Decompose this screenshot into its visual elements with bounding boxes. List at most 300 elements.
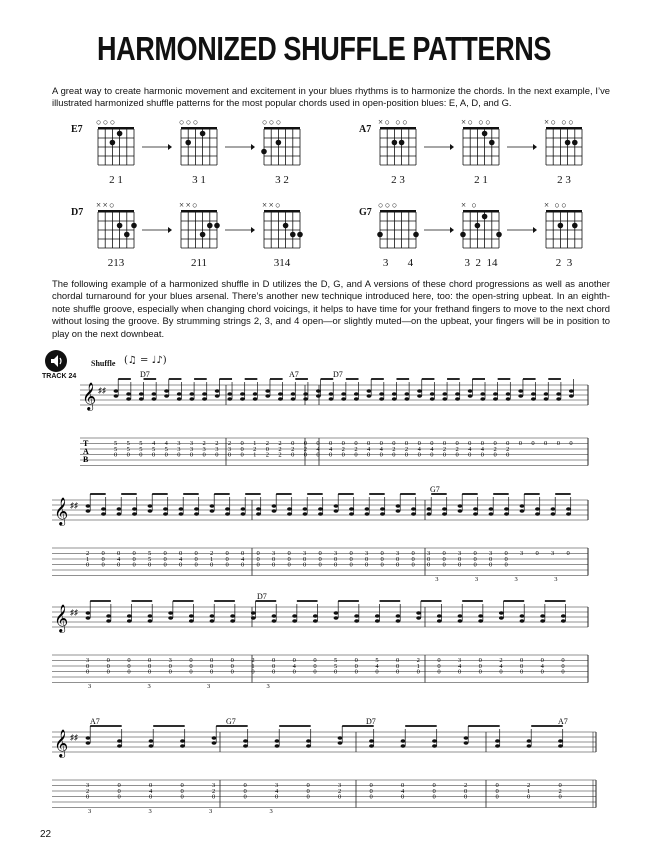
tab-number: 1 <box>251 663 255 670</box>
tab-number: 0 <box>163 561 167 569</box>
tab-number: 0 <box>495 793 499 801</box>
note-head <box>177 397 182 401</box>
finger-dot <box>572 140 578 146</box>
tab-number: 2 <box>341 446 345 453</box>
tab-number: 4 <box>275 788 279 795</box>
tab-number: 0 <box>202 451 206 459</box>
note-head <box>478 619 483 623</box>
note-head <box>493 392 498 396</box>
tab-number: 0 <box>256 556 260 563</box>
tab-number: 2 <box>86 788 90 795</box>
note-head <box>316 389 321 393</box>
finger-dot <box>110 140 116 146</box>
tab-number: 0 <box>117 782 121 789</box>
tab-number: 0 <box>558 782 562 789</box>
tab-bass-number: 3 <box>266 683 270 690</box>
tab-number: 0 <box>518 440 523 447</box>
tab-number: 0 <box>318 561 322 569</box>
finger-dot <box>475 223 481 229</box>
note-head <box>292 614 297 618</box>
tab-number: 0 <box>504 556 508 563</box>
note-head <box>527 744 532 748</box>
note-head <box>86 509 91 513</box>
note-head <box>334 509 339 513</box>
tab-number: 0 <box>114 451 118 459</box>
chord-name: A7 <box>359 124 372 135</box>
note-head <box>210 614 215 618</box>
tab-number: 3 <box>168 657 172 664</box>
tab-number: 3 <box>202 446 206 453</box>
tab-number: 1 <box>416 663 420 670</box>
tab-number: 2 <box>253 446 257 453</box>
note-head <box>442 392 447 396</box>
finger-dot <box>124 232 130 238</box>
tab-number: 4 <box>366 446 371 453</box>
tab-number: 0 <box>151 451 156 459</box>
tab-number: 0 <box>287 550 291 557</box>
string-markers: ×○ ○○ <box>544 117 576 127</box>
note-head <box>149 744 154 748</box>
note-head <box>531 392 536 396</box>
string-markers: × ○ <box>461 200 479 210</box>
note-head <box>194 507 199 511</box>
tab-number: 3 <box>272 550 276 557</box>
note-head <box>416 616 421 620</box>
tab-number: 0 <box>241 550 245 557</box>
tab-number: 2 <box>442 446 447 453</box>
tab-number: 0 <box>291 440 295 447</box>
note-head <box>354 614 359 618</box>
tab-number: 3 <box>427 550 431 557</box>
tab-number: 3 <box>520 550 524 557</box>
tab-number: 0 <box>401 782 405 789</box>
tab-number: 4 <box>458 663 462 670</box>
tab-number: 0 <box>86 668 90 676</box>
chord-diagram <box>459 116 503 174</box>
tab-number: 0 <box>180 782 184 789</box>
tab-number: 0 <box>430 440 434 447</box>
tab-number: 0 <box>540 657 544 664</box>
tab-number: 0 <box>432 782 436 789</box>
note-head <box>278 392 283 396</box>
tab-number: 0 <box>354 668 358 676</box>
note-head <box>540 619 545 623</box>
arrow-icon <box>225 142 255 152</box>
note-head <box>380 507 385 511</box>
tab-number: 0 <box>117 561 121 569</box>
note-head <box>164 389 169 393</box>
note-head <box>499 611 504 615</box>
tab-number: 0 <box>313 657 317 664</box>
tab-number: 0 <box>437 668 441 676</box>
tab-number: 0 <box>230 657 234 664</box>
tab-number: 0 <box>316 440 320 447</box>
note-head <box>106 619 111 623</box>
note-head <box>253 397 258 401</box>
tab-number: 0 <box>520 657 524 664</box>
note-head <box>531 397 536 401</box>
finger-dot <box>207 223 213 229</box>
tab-number: 0 <box>478 657 482 664</box>
note-head <box>504 507 509 511</box>
tab-number: 0 <box>149 782 153 789</box>
tab-number: 0 <box>225 556 229 563</box>
tab-number: 0 <box>380 556 384 563</box>
note-head <box>540 614 545 618</box>
note-head <box>194 512 199 516</box>
tab-number: 0 <box>480 440 485 447</box>
tab-number: 0 <box>179 550 183 557</box>
note-head <box>432 744 437 748</box>
tab-number: 0 <box>493 440 497 447</box>
tab-number: 0 <box>504 550 508 557</box>
tab-number: 3 <box>275 782 279 789</box>
tab-number: 0 <box>210 668 214 676</box>
tab-number: 0 <box>241 561 245 569</box>
note-head <box>272 504 277 508</box>
arrow-icon <box>225 225 255 235</box>
string-markers: ×○ ○○ <box>461 117 493 127</box>
tab-number: 0 <box>404 440 409 447</box>
tab-number: 4 <box>375 663 379 670</box>
tab-number: 2 <box>558 788 562 795</box>
arrow-icon <box>507 225 537 235</box>
tab-number: 0 <box>544 440 548 447</box>
audio-track-icon[interactable] <box>45 350 67 372</box>
note-head <box>168 611 173 615</box>
tab-number: 0 <box>272 561 276 569</box>
note-head <box>365 512 370 516</box>
finger-dot <box>377 232 383 238</box>
note-head <box>354 619 359 623</box>
tab-number: 0 <box>148 668 152 676</box>
tab-number: 0 <box>272 556 276 563</box>
tab-number: 0 <box>458 556 462 563</box>
note-head <box>272 619 277 623</box>
tab-number: 0 <box>148 657 152 664</box>
tab-number: 0 <box>256 561 260 569</box>
note-head <box>430 392 435 396</box>
tab-number: 0 <box>243 782 247 789</box>
finger-dot <box>200 232 206 238</box>
note-head <box>152 392 157 396</box>
note-head <box>473 507 478 511</box>
tab-number: 0 <box>566 550 570 557</box>
note-head <box>243 739 248 743</box>
tab-number: 0 <box>132 550 136 557</box>
note-head <box>127 619 132 623</box>
tab-number: 4 <box>430 446 434 453</box>
tab-number: 0 <box>163 556 167 563</box>
finger-dot <box>290 232 296 238</box>
tab-number: 3 <box>338 782 342 789</box>
tab-number: 0 <box>243 788 247 795</box>
tab-number: 2 <box>506 446 510 453</box>
note-head <box>241 507 246 511</box>
tab-number: 4 <box>241 556 245 563</box>
note-head <box>251 611 256 615</box>
tab-bass-number: 3 <box>514 576 518 583</box>
note-head <box>212 736 217 740</box>
page-number: 22 <box>40 829 52 840</box>
note-head <box>303 392 308 396</box>
note-head <box>210 509 215 513</box>
note-head <box>558 739 563 743</box>
tab-number: 0 <box>313 663 317 670</box>
chord-diagram <box>177 116 221 174</box>
note-head <box>101 507 106 511</box>
tab-number: 0 <box>349 556 353 563</box>
tab-number: 3 <box>227 446 232 453</box>
note-head <box>411 512 416 516</box>
finger-numbers: 2 3 <box>555 257 573 269</box>
note-head <box>272 509 277 513</box>
note-head <box>349 507 354 511</box>
finger-numbers: 211 <box>190 257 208 269</box>
note-head <box>230 614 235 618</box>
chord-name: D7 <box>71 207 84 218</box>
note-head <box>251 616 256 620</box>
tab-number: 2 <box>527 782 531 789</box>
tab-number: 0 <box>365 556 369 563</box>
chord-diagram <box>376 116 420 174</box>
note-head <box>275 739 280 743</box>
note-head <box>265 394 270 398</box>
note-head <box>240 392 245 396</box>
finger-numbers: 3 2 <box>275 174 289 186</box>
note-head <box>303 507 308 511</box>
note-head <box>401 744 406 748</box>
tab-number: 5 <box>375 657 379 664</box>
note-head <box>318 512 323 516</box>
tab-number: 0 <box>506 451 510 459</box>
tab-number: 3 <box>489 550 493 557</box>
note-head <box>349 512 354 516</box>
body-paragraph: The following example of a harmonized shuffle in D utilizes the D, G, and A versions of these chord progressions as well as another chordal turnaround for your blues arsenal. There’s another new technique introduced here, too: the open-string upbeat. In an eighth-note shuffle groove, especially when changing chord voicings, it helps to have time for your frethand fingers to move to the next chord without losing the groove. By strumming strings 2, 3, and 4 open—or slightly muted—on the upbeat, your fingers will be in position to play on the next downbeat. <box>52 278 610 339</box>
chord-diagram <box>94 116 138 174</box>
note-head <box>468 389 473 393</box>
tab-number: 3 <box>215 446 219 453</box>
note-head <box>405 392 410 396</box>
note-head <box>202 392 207 396</box>
tab-number: 1 <box>210 556 214 563</box>
note-head <box>367 394 372 398</box>
tab-number: 0 <box>561 668 565 676</box>
tab-number: 0 <box>168 668 172 676</box>
note-head <box>230 619 235 623</box>
tab-number: 2 <box>278 440 282 447</box>
chord-diagram <box>542 116 586 174</box>
tab-number: 0 <box>334 668 338 676</box>
tab-number: 0 <box>354 657 358 664</box>
tab-number: 0 <box>404 451 409 459</box>
tab-number: 0 <box>179 561 183 569</box>
tab-number: 0 <box>392 440 396 447</box>
tab-number: 0 <box>468 451 472 459</box>
tab-number: 5 <box>148 550 152 557</box>
tab-number: 0 <box>189 657 193 664</box>
tab-number: 0 <box>306 782 310 789</box>
tab-number: 2 <box>338 788 342 795</box>
note-head <box>437 619 442 623</box>
arrow-icon <box>424 142 454 152</box>
note-head <box>225 512 230 516</box>
tab-number: 0 <box>313 668 317 676</box>
tab-number: 2 <box>278 446 282 453</box>
tab-number: 0 <box>411 561 415 569</box>
tab-number: 2 <box>86 550 90 557</box>
tab-number: 0 <box>427 556 431 563</box>
tab-number: 2 <box>499 657 503 664</box>
note-head <box>265 389 270 393</box>
tab-number: 2 <box>416 657 420 664</box>
chord-name: G7 <box>359 207 372 218</box>
tab-clef-letter: A <box>83 447 89 456</box>
tab-number: 4 <box>401 788 405 795</box>
note-head <box>148 614 153 618</box>
tab-number: 0 <box>303 440 307 447</box>
tab-number: 4 <box>480 446 485 453</box>
tab-number: 0 <box>101 550 105 557</box>
tab-number: 0 <box>369 782 373 789</box>
tab-number: 3 <box>177 440 181 447</box>
tab-number: 0 <box>417 440 421 447</box>
tab-number: 0 <box>177 451 181 459</box>
tab-number: 2 <box>278 451 282 459</box>
chord-symbol: D7 <box>257 592 267 601</box>
note-head <box>396 619 401 623</box>
tab-number: 3 <box>212 782 216 789</box>
note-head <box>106 614 111 618</box>
intro-paragraph: A great way to create harmonic movement and excitement in your blues rhythms is to harmonize the chords. In the next example, I’ve illustrated harmonized shuffle patterns for the most popular chords used in open-position blues: E, A, D, and G. <box>52 85 610 109</box>
note-head <box>544 397 549 401</box>
tab-number: 0 <box>455 451 459 459</box>
tab-number: 0 <box>489 561 493 569</box>
note-head <box>316 394 321 398</box>
tab-number: 2 <box>227 440 232 447</box>
tab-number: 2 <box>265 451 270 459</box>
tab-number: 1 <box>86 556 90 563</box>
note-head <box>442 512 447 516</box>
tab-number: 0 <box>132 556 136 563</box>
note-head <box>101 512 106 516</box>
tab-number: 0 <box>561 657 565 664</box>
tab-number: 0 <box>430 451 434 459</box>
note-head <box>392 397 397 401</box>
note-head <box>149 739 154 743</box>
tab-bass-number: 3 <box>554 576 558 583</box>
string-markers: ××○ <box>96 200 117 210</box>
tab-clef-letter: B <box>83 455 89 464</box>
tab-number: 4 <box>329 446 333 453</box>
tab-number: 0 <box>318 550 322 557</box>
chord-symbol: A7 <box>558 717 568 726</box>
note-head <box>480 397 485 401</box>
tab-number: 0 <box>303 556 307 563</box>
tab-number: 5 <box>126 446 130 453</box>
tab-bass-number: 3 <box>88 683 92 690</box>
tab-number: 0 <box>561 663 565 670</box>
treble-clef-icon: 𝄞 <box>54 499 69 525</box>
note-head <box>215 394 220 398</box>
note-head <box>227 392 232 396</box>
tab-number: 5 <box>139 440 143 447</box>
chord-diagram <box>459 199 503 257</box>
treble-clef-icon: 𝄞 <box>54 606 69 632</box>
note-head <box>148 504 153 508</box>
key-signature: ♯♯ <box>98 386 106 395</box>
tab-number: 0 <box>329 451 333 459</box>
tab-number: 0 <box>379 440 383 447</box>
note-head <box>417 389 422 393</box>
string-markers: ○○○ <box>378 200 399 210</box>
note-head <box>215 389 220 393</box>
tab-number: 0 <box>473 550 477 557</box>
tab-number: 0 <box>149 793 153 801</box>
tab-number: 4 <box>468 446 472 453</box>
note-head <box>556 397 561 401</box>
tab-number: 0 <box>411 550 415 557</box>
note-head <box>334 616 339 620</box>
note-head <box>427 507 432 511</box>
tab-number: 0 <box>493 451 497 459</box>
finger-dot <box>283 223 289 229</box>
note-head <box>432 739 437 743</box>
tab-number: 5 <box>334 663 338 670</box>
note-head <box>329 397 334 401</box>
finger-dot <box>214 223 220 229</box>
note-head <box>365 507 370 511</box>
note-head <box>86 736 91 740</box>
chord-symbol: G7 <box>226 717 236 726</box>
tab-number: 0 <box>341 451 345 459</box>
tab-number: 2 <box>251 657 255 664</box>
tab-number: 5 <box>334 657 338 664</box>
tab-number: 0 <box>287 561 291 569</box>
tab-number: 5 <box>114 446 118 453</box>
tab-number: 2 <box>265 440 270 447</box>
tab-number: 1 <box>527 788 531 795</box>
note-head <box>506 392 511 396</box>
tab-number: 0 <box>442 451 447 459</box>
note-head <box>338 741 343 745</box>
note-head <box>132 507 137 511</box>
tab-number: 2 <box>354 446 358 453</box>
note-head <box>416 611 421 615</box>
string-markers: ○○○ <box>179 117 200 127</box>
tab-number: 0 <box>180 788 184 795</box>
tab-number: 0 <box>499 668 503 676</box>
tab-number: 0 <box>292 657 296 664</box>
note-head <box>152 397 157 401</box>
tab-bass-number: 3 <box>207 683 211 690</box>
tab-number: 0 <box>292 668 296 676</box>
finger-dot <box>261 149 267 155</box>
finger-numbers: 2 1 <box>109 174 123 186</box>
tab-number: 0 <box>341 440 345 447</box>
tab-number: 0 <box>189 668 193 676</box>
note-head <box>405 397 410 401</box>
tab-number: 0 <box>464 788 468 795</box>
tab-number: 0 <box>432 788 436 795</box>
tab-bass-number: 3 <box>208 808 213 815</box>
chord-symbol: D7 <box>333 370 343 379</box>
tab-number: 1 <box>253 451 257 459</box>
tab-bass-number: 3 <box>88 808 92 815</box>
tab-number: 0 <box>349 561 353 569</box>
tab-bass-number: 3 <box>147 683 151 690</box>
tab-number: 0 <box>256 550 260 557</box>
